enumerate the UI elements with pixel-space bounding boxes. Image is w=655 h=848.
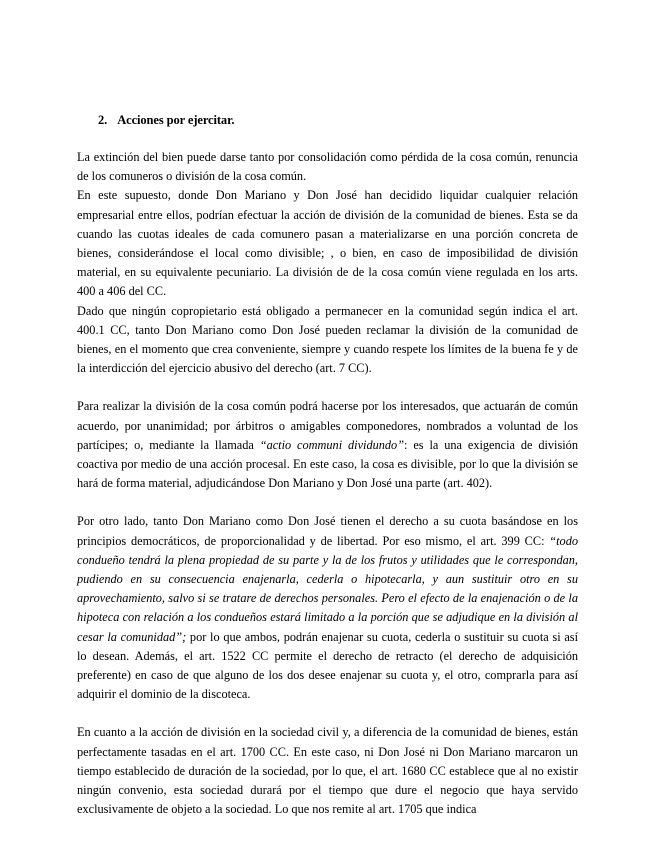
paragraph-text: : es la una exigencia de división coactiva por medio de una acción procesal. En este caso, la cosa es divisible, por lo que la división se hará de forma material, adjudicándose Don Mariano y Don José una parte (art. 402). <box>77 437 578 491</box>
paragraph: En cuanto a la acción de división en la sociedad civil y, a diferencia de la comunidad de bienes, están perfectamente tasadas en el art. 1700 CC. En este caso, ni Don José ni Don Mariano marcaron un tiempo establecido de duración de la sociedad, por lo que, el art. 1680 CC establece que al no existir ningún convenio, esta sociedad durará por el tiempo que dure el negocio que haya servido exclusivamente de objeto a la sociedad. Lo que nos remite al art. 1705 que indica <box>77 725 578 817</box>
paragraph <box>77 512 578 704</box>
section-number: 2. <box>98 113 108 127</box>
paragraph: La extinción del bien puede darse tanto por consolidación como pérdida de la cosa común, renuncia de los comuneros o división de la cosa común. <box>77 150 578 184</box>
paragraph: En este supuesto, donde Don Mariano y Don José han decidido liquidar cualquier relación empresarial entre ellos, podrían efectuar la acción de división de la comunidad de bienes. Esta se da cuando las cuotas ideales de cada comunero pasan a materializarse en una porción concreta de bienes, considerándose el local como divisible; , o bien, en caso de imposibilidad de división material, en su equivalente pecuniario. La división de de la cosa común viene regulada en los arts. 400 a 406 del CC. <box>77 188 578 299</box>
paragraph-text: Por otro lado, tanto Don Mariano como Don José tienen el derecho a su cuota basándose en los principios democráticos, de proporcionalidad y de libertad. Por eso mismo, el art. 399 CC: <box>77 514 578 548</box>
paragraph-text: Para realizar la división de la cosa común podrá hacerse por los interesados, que actuarán de común acuerdo, por unanimidad; por árbitros o amigables componedores, nombrados a voluntad de los partícipes; o, mediante la llamada <box>77 399 578 452</box>
section-title: Acciones por ejercitar. <box>117 113 235 127</box>
document-body <box>77 148 578 817</box>
paragraph <box>77 397 578 493</box>
section-heading <box>98 113 234 128</box>
latin-term: “actio communi dividundo” <box>259 437 405 452</box>
legal-quote: “todo condueño tendrá la plena propiedad de su parte y la de los frutos y utilidades que le correspondan, pudiendo en su consecuencia enajenarla, cederla o hipotecarla, y aun sustituir otro en su aprovechamiento, salvo si se tratare de derechos personales. Pero el efecto de la enajenación o de la hipoteca con relación a los condueños estará limitado a la porción que se adjudique en la división al cesar la comunidad”; <box>77 533 578 644</box>
paragraph: Dado que ningún copropietario está obligado a permanecer en la comunidad según indica el art. 400.1 CC, tanto Don Mariano como Don José pueden reclamar la división de la comunidad de bienes, en el momento que crea conveniente, siempre y cuando respete los límites de la buena fe y de la interdicción del ejercicio abusivo del derecho (art. 7 CC). <box>77 303 578 376</box>
paragraph-text: por lo que ambos, podrán enajenar su cuota, cederla o sustituir su cuota si así lo desean. Además, el art. 1522 CC permite el derecho de retracto (el derecho de adquisición preferente) en caso de que alguno de los dos desee enajenar su cuota y, el otro, comprarla para así adquirir el dominio de la discoteca. <box>77 629 578 702</box>
